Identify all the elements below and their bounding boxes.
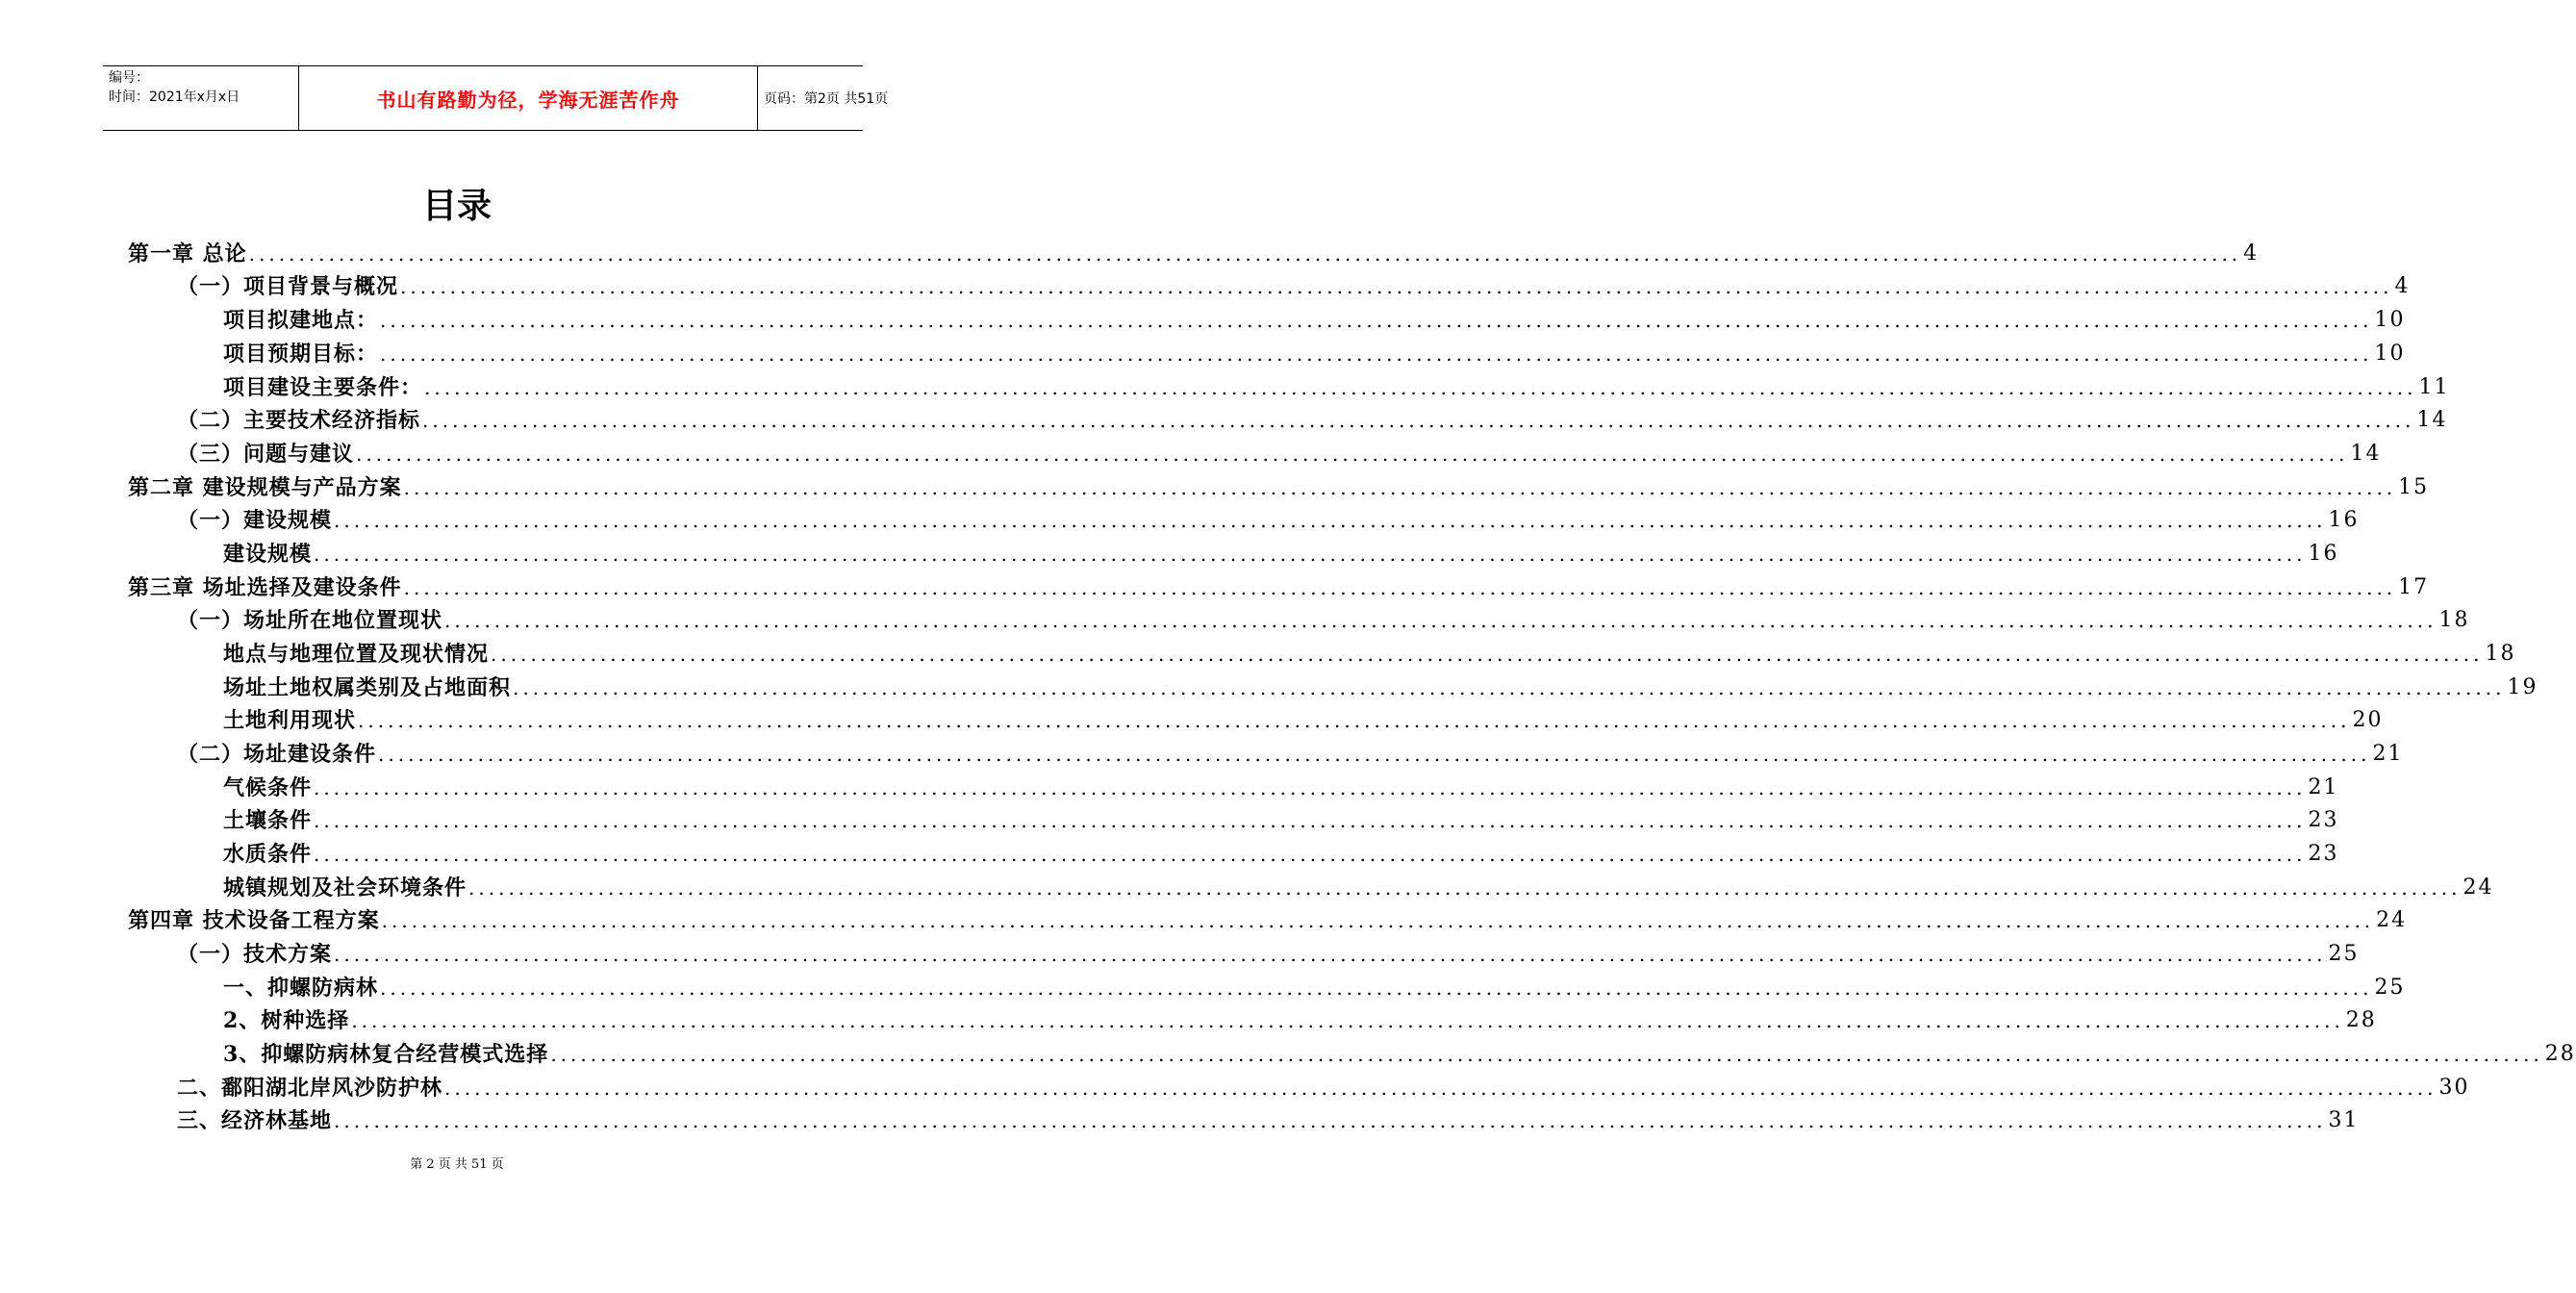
toc-dot-leader: ........................................................................................................................................................................................................ <box>334 1109 2327 1132</box>
toc-dot-leader: ........................................................................................................................................................................................................ <box>513 676 2506 699</box>
toc-entry-page: 21 <box>2372 742 2404 766</box>
toc-entry-page: 14 <box>2350 442 2382 466</box>
toc-entry[interactable] <box>223 1002 2377 1035</box>
toc-entry-label: 二、鄱阳湖北岸风沙防护林 <box>177 1076 443 1101</box>
toc-entry[interactable] <box>177 602 2470 635</box>
toc-entry-page: 11 <box>2418 375 2450 399</box>
toc-dot-leader: ........................................................................................................................................................................................................ <box>444 1077 2437 1100</box>
toc-entry[interactable] <box>128 570 2430 602</box>
toc-entry-label: 项目建设主要条件： <box>223 375 423 400</box>
toc-dot-leader: ........................................................................................................................................................................................................ <box>356 443 2349 466</box>
toc-dot-leader: ........................................................................................................................................................................................................ <box>491 643 2484 666</box>
toc-entry-label: 气候条件 <box>223 775 313 800</box>
toc-entry-label: 3、抑螺防病林复合经营模式选择 <box>223 1042 549 1067</box>
toc-dot-leader: ........................................................................................................................................................................................................ <box>378 743 2371 766</box>
toc-entry-page: 16 <box>2328 508 2360 532</box>
toc-entry-page: 25 <box>2328 942 2360 966</box>
toc-entry-page: 30 <box>2438 1076 2470 1100</box>
toc-entry-label: 地点与地理位置及现状情况 <box>223 642 490 667</box>
page-footer: 第 2 页 共 51 页 <box>410 1157 504 1172</box>
toc-entry[interactable] <box>177 402 2448 435</box>
toc-entry[interactable] <box>223 536 2339 569</box>
toc-entry-label: （一）项目背景与概况 <box>177 274 399 299</box>
toc-dot-leader: ........................................................................................................................................................................................................ <box>380 342 2373 366</box>
toc-dot-leader: ........................................................................................................................................................................................................ <box>351 1009 2344 1032</box>
toc-entry-page: 10 <box>2374 342 2406 366</box>
toc-entry[interactable] <box>177 936 2360 969</box>
toc-entry-label: 建设规模 <box>223 542 313 567</box>
toc-entry[interactable] <box>223 336 2406 368</box>
toc-entry-label: 水质条件 <box>223 842 313 867</box>
page-header <box>103 65 889 131</box>
toc-entry-page: 25 <box>2374 976 2406 1000</box>
toc-entry[interactable] <box>223 702 2384 735</box>
toc-entry-label: 一、抑螺防病林 <box>223 976 379 1001</box>
header-meta <box>103 66 298 130</box>
toc-dot-leader: ........................................................................................................................................................................................................ <box>334 943 2327 966</box>
toc-entry-page: 10 <box>2374 308 2406 332</box>
toc-dot-leader: ........................................................................................................................................................................................................ <box>424 376 2417 399</box>
toc-entry-page: 18 <box>2438 608 2470 632</box>
toc-entry-label: 土壤条件 <box>223 808 313 833</box>
toc-entry-label: 城镇规划及社会环境条件 <box>223 875 467 900</box>
toc-entry[interactable] <box>128 236 2260 268</box>
toc-entry-label: （一）建设规模 <box>177 508 333 533</box>
toc-dot-leader: ........................................................................................................................................................................................................ <box>358 709 2351 732</box>
toc-entry-page: 24 <box>2376 908 2408 932</box>
toc-dot-leader: ........................................................................................................................................................................................................ <box>314 543 2307 566</box>
toc-entry[interactable] <box>128 902 2408 935</box>
toc-entry[interactable] <box>177 1070 2470 1103</box>
toc-entry-label: 第一章 总论 <box>128 241 247 266</box>
toc-entry-page: 28 <box>2544 1042 2576 1066</box>
toc-entry[interactable] <box>223 369 2450 402</box>
toc-dot-leader: ........................................................................................................................................................................................................ <box>314 843 2307 866</box>
toc-dot-leader: ........................................................................................................................................................................................................ <box>550 1043 2543 1066</box>
toc-entry-page: 28 <box>2345 1008 2377 1032</box>
document-time-label: 时间：2021年x月x日 <box>109 89 240 105</box>
toc-entry-label: 土地利用现状 <box>223 708 357 733</box>
toc-entry-label: 第三章 场址选择及建设条件 <box>128 575 402 600</box>
toc-entry[interactable] <box>223 802 2339 835</box>
toc-entry-page: 4 <box>2243 241 2260 266</box>
toc-entry[interactable] <box>177 436 2382 469</box>
toc-entry[interactable] <box>177 268 2411 301</box>
toc-entry[interactable] <box>177 502 2360 535</box>
toc-entry-page: 17 <box>2398 575 2430 599</box>
toc-entry-page: 23 <box>2308 808 2339 832</box>
toc-entry[interactable] <box>223 870 2494 902</box>
toc-dot-leader: ........................................................................................................................................................................................................ <box>444 609 2437 632</box>
toc-entry-page: 14 <box>2416 408 2448 432</box>
toc-entry-page: 21 <box>2308 775 2339 799</box>
toc-entry-page: 24 <box>2462 875 2494 900</box>
toc-entry-page: 31 <box>2328 1108 2360 1132</box>
header-motto: 书山有路勤为径，学海无涯苦作舟 <box>298 66 758 130</box>
toc-dot-leader: ........................................................................................................................................................................................................ <box>422 409 2415 432</box>
toc-dot-leader: ........................................................................................................................................................................................................ <box>334 509 2327 532</box>
toc-entry-label: 第四章 技术设备工程方案 <box>128 908 380 933</box>
toc-entry[interactable] <box>177 736 2404 769</box>
header-page-info: 页码：第2页 共51页 <box>764 91 889 107</box>
toc-entry-label: 项目拟建地点： <box>223 308 379 333</box>
toc-dot-leader: ........................................................................................................................................................................................................ <box>403 476 2397 499</box>
toc-entry[interactable] <box>223 1036 2576 1069</box>
toc-entry-label: （二）场址建设条件 <box>177 742 377 767</box>
toc-entry[interactable] <box>128 469 2430 502</box>
toc-entry-page: 20 <box>2352 708 2384 732</box>
toc-entry[interactable] <box>223 770 2339 802</box>
toc-dot-leader: ........................................................................................................................................................................................................ <box>314 776 2307 799</box>
toc-dot-leader: ........................................................................................................................................................................................................ <box>380 976 2373 1000</box>
toc-entry-page: 19 <box>2507 675 2538 699</box>
toc-entry-page: 23 <box>2308 842 2339 866</box>
toc-entry-page: 18 <box>2485 642 2516 666</box>
toc-entry-page: 16 <box>2308 542 2339 566</box>
toc-entry-label: （三）问题与建议 <box>177 442 355 467</box>
toc-entry[interactable] <box>223 670 2538 702</box>
toc-entry[interactable] <box>223 302 2406 335</box>
toc-dot-leader: ........................................................................................................................................................................................................ <box>400 275 2393 298</box>
toc-entry-label: （二）主要技术经济指标 <box>177 408 421 433</box>
document-number-label: 编号： <box>109 70 149 86</box>
toc-dot-leader: ........................................................................................................................................................................................................ <box>380 309 2373 332</box>
toc-dot-leader: ........................................................................................................................................................................................................ <box>403 576 2397 599</box>
toc-dot-leader: ........................................................................................................................................................................................................ <box>314 809 2307 832</box>
toc-dot-leader: ........................................................................................................................................................................................................ <box>381 909 2375 932</box>
toc-entry-page: 4 <box>2394 274 2411 298</box>
toc-entry[interactable] <box>223 836 2339 869</box>
toc-entry-label: （一）场址所在地位置现状 <box>177 608 443 633</box>
toc-entry-label: 2、树种选择 <box>223 1008 350 1033</box>
toc-dot-leader: ........................................................................................................................................................................................................ <box>468 876 2462 900</box>
toc-entry[interactable] <box>177 1103 2360 1135</box>
toc-entry-label: （一）技术方案 <box>177 942 333 967</box>
toc-entry-label: 场址土地权属类别及占地面积 <box>223 675 512 700</box>
toc-entry-label: 项目预期目标： <box>223 342 379 367</box>
toc-entry-label: 三、经济林基地 <box>177 1108 333 1133</box>
toc-entry-label: 第二章 建设规模与产品方案 <box>128 475 402 500</box>
toc-entry-page: 15 <box>2398 475 2430 499</box>
toc-entry[interactable] <box>223 970 2406 1002</box>
toc-entry[interactable] <box>223 636 2516 669</box>
page-title: 目录 <box>421 187 492 226</box>
toc-dot-leader: ........................................................................................................................................................................................................ <box>248 242 2242 266</box>
